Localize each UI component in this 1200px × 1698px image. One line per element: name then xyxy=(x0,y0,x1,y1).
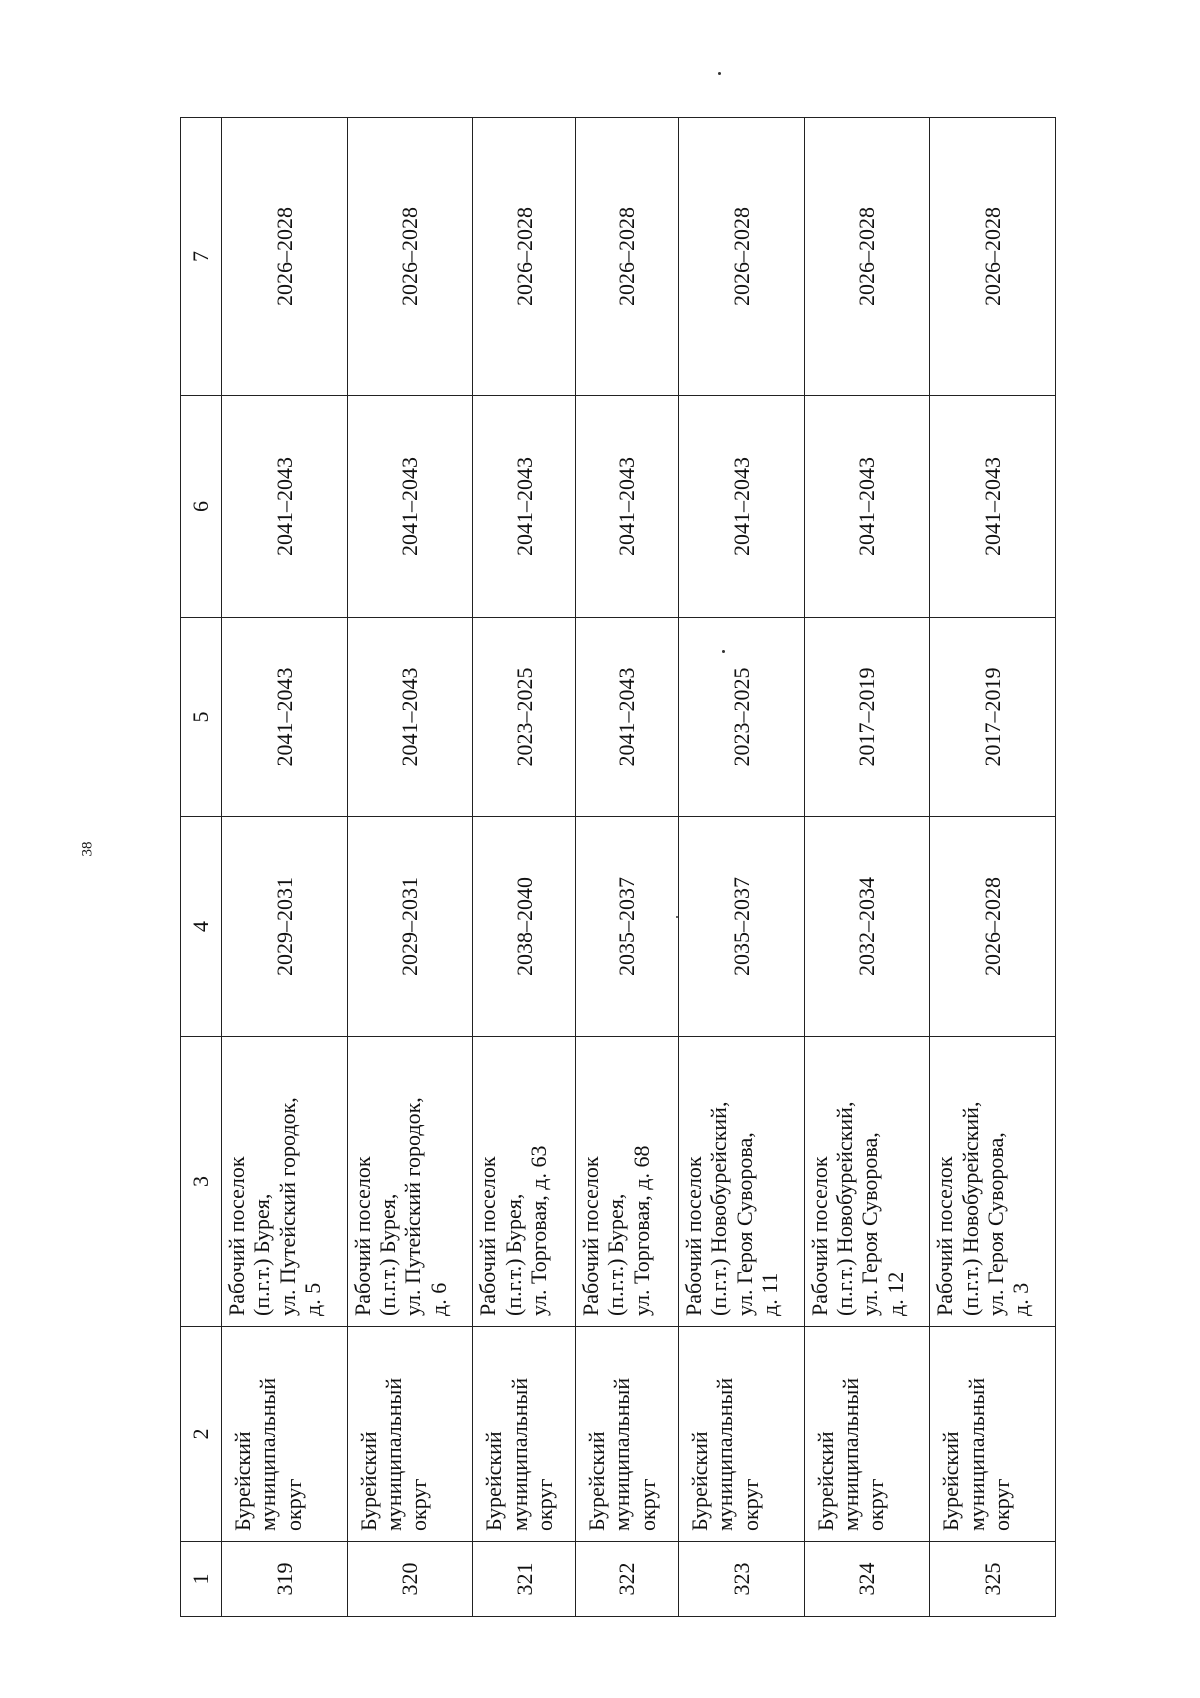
period-cell-c7: 2026–2028 xyxy=(473,118,576,396)
cell-line: (п.г.т.) Бурея, xyxy=(500,1193,526,1316)
column-header-2: 2 xyxy=(181,1327,222,1542)
period-cell-c6: 2041–2043 xyxy=(576,396,679,618)
cell-line: ул. Героя Суворова, xyxy=(731,1132,757,1316)
period-cell-c4: 2032–2034 xyxy=(804,817,930,1037)
address-cell xyxy=(576,1037,679,1327)
cell-line: Рабочий поселок xyxy=(475,1156,501,1316)
row-number-cell: 320 xyxy=(347,1542,473,1617)
period-cell-c6: 2041–2043 xyxy=(804,396,930,618)
cell-line: д. 3 xyxy=(1008,1282,1034,1316)
period-cell-c5: 2041–2043 xyxy=(347,618,473,817)
period-cell-c6: 2041–2043 xyxy=(678,396,804,618)
period-cell-c4: 2035–2037 xyxy=(678,817,804,1037)
cell-line: Бурейский xyxy=(481,1431,507,1531)
cell-line: (п.г.т.) Бурея, xyxy=(603,1193,629,1316)
address-cell xyxy=(930,1037,1056,1327)
cell-line: Бурейский xyxy=(812,1431,838,1531)
period-cell-c7: 2026–2028 xyxy=(222,118,348,396)
period-cell-c5: 2041–2043 xyxy=(222,618,348,817)
scan-speck xyxy=(718,72,721,75)
column-header-3: 3 xyxy=(181,1037,222,1327)
column-header-6: 6 xyxy=(181,396,222,618)
period-cell-c5: 2017–2019 xyxy=(930,618,1056,817)
district-cell xyxy=(576,1327,679,1542)
cell-line: муниципальный xyxy=(255,1377,281,1531)
cell-line: д. 12 xyxy=(882,1271,908,1316)
cell-line: ул. Путейский городок, xyxy=(274,1097,300,1316)
cell-line: Бурейский xyxy=(355,1431,381,1531)
period-cell-c4: 2038–2040 xyxy=(473,817,576,1037)
cell-line: муниципальный xyxy=(609,1377,635,1531)
period-cell-c4: 2035–2037 xyxy=(576,817,679,1037)
table-body xyxy=(222,118,1056,1617)
cell-line: муниципальный xyxy=(506,1377,532,1531)
period-cell-c7: 2026–2028 xyxy=(678,118,804,396)
address-cell xyxy=(222,1037,348,1327)
row-number-cell: 322 xyxy=(576,1542,679,1617)
address-cell xyxy=(347,1037,473,1327)
cell-line: муниципальный xyxy=(380,1377,406,1531)
cell-line: Рабочий поселок xyxy=(349,1156,375,1316)
cell-line: муниципальный xyxy=(712,1377,738,1531)
cell-line: округ xyxy=(531,1478,557,1531)
cell-line: Бурейский xyxy=(686,1431,712,1531)
cell-line: (п.г.т.) Бурея, xyxy=(249,1193,275,1316)
period-cell-c7: 2026–2028 xyxy=(576,118,679,396)
cell-line: Рабочий поселок xyxy=(806,1156,832,1316)
table-row xyxy=(576,118,679,1617)
cell-line: (п.г.т.) Бурея, xyxy=(374,1193,400,1316)
cell-line: Бурейский xyxy=(584,1431,610,1531)
cell-line: округ xyxy=(863,1478,889,1531)
table-row xyxy=(678,118,804,1617)
table-row xyxy=(473,118,576,1617)
page-number: 38 xyxy=(79,841,96,857)
period-cell-c7: 2026–2028 xyxy=(930,118,1056,396)
row-number-cell: 321 xyxy=(473,1542,576,1617)
cell-line: Рабочий поселок xyxy=(932,1156,958,1316)
cell-line: ул. Торговая, д. 63 xyxy=(525,1145,551,1316)
district-cell xyxy=(678,1327,804,1542)
period-cell-c4: 2029–2031 xyxy=(347,817,473,1037)
period-cell-c6: 2041–2043 xyxy=(473,396,576,618)
district-cell xyxy=(347,1327,473,1542)
period-cell-c6: 2041–2043 xyxy=(222,396,348,618)
cell-line: Бурейский xyxy=(938,1431,964,1531)
cell-line: Рабочий поселок xyxy=(224,1156,249,1316)
cell-line: округ xyxy=(634,1478,660,1531)
housing-schedule-table xyxy=(180,117,1056,1617)
cell-line: ул. Героя Суворова, xyxy=(982,1132,1008,1316)
cell-line: д. 5 xyxy=(299,1282,325,1316)
cell-line: (п.г.т.) Новобурейский, xyxy=(706,1101,732,1316)
address-cell xyxy=(804,1037,930,1327)
cell-line: муниципальный xyxy=(963,1377,989,1531)
address-cell xyxy=(678,1037,804,1327)
cell-line: Бурейский xyxy=(230,1431,255,1531)
district-cell xyxy=(222,1327,348,1542)
period-cell-c4: 2029–2031 xyxy=(222,817,348,1037)
cell-line: Рабочий поселок xyxy=(578,1156,604,1316)
table-row xyxy=(804,118,930,1617)
district-cell xyxy=(930,1327,1056,1542)
district-cell xyxy=(473,1327,576,1542)
period-cell-c5: 2023–2025 xyxy=(678,618,804,817)
cell-line: д. 6 xyxy=(425,1282,451,1316)
cell-line: округ xyxy=(406,1478,432,1531)
rotated-table-container xyxy=(180,118,1056,1617)
row-number-cell: 325 xyxy=(930,1542,1056,1617)
table-row xyxy=(222,118,348,1617)
column-header-5: 5 xyxy=(181,618,222,817)
table-header-row xyxy=(181,118,222,1617)
period-cell-c5: 2017–2019 xyxy=(804,618,930,817)
district-cell xyxy=(804,1327,930,1542)
cell-line: ул. Героя Суворова, xyxy=(857,1132,883,1316)
cell-line: ул. Торговая, д. 68 xyxy=(628,1145,654,1316)
period-cell-c6: 2041–2043 xyxy=(347,396,473,618)
period-cell-c5: 2041–2043 xyxy=(576,618,679,817)
table-row xyxy=(347,118,473,1617)
row-number-cell: 323 xyxy=(678,1542,804,1617)
column-header-7: 7 xyxy=(181,118,222,396)
period-cell-c6: 2041–2043 xyxy=(930,396,1056,618)
period-cell-c7: 2026–2028 xyxy=(347,118,473,396)
period-cell-c4: 2026–2028 xyxy=(930,817,1056,1037)
cell-line: (п.г.т.) Новобурейский, xyxy=(831,1101,857,1316)
cell-line: ул. Путейский городок, xyxy=(400,1097,426,1316)
address-cell xyxy=(473,1037,576,1327)
cell-line: д. 11 xyxy=(756,1272,782,1316)
row-number-cell: 319 xyxy=(222,1542,348,1617)
cell-line: муниципальный xyxy=(837,1377,863,1531)
period-cell-c7: 2026–2028 xyxy=(804,118,930,396)
column-header-1: 1 xyxy=(181,1542,222,1617)
column-header-4: 4 xyxy=(181,817,222,1037)
row-number-cell: 324 xyxy=(804,1542,930,1617)
cell-line: (п.г.т.) Новобурейский, xyxy=(957,1101,983,1316)
cell-line: Рабочий поселок xyxy=(680,1156,706,1316)
cell-line: округ xyxy=(988,1478,1014,1531)
cell-line: округ xyxy=(737,1478,763,1531)
table-row xyxy=(930,118,1056,1617)
cell-line: округ xyxy=(280,1478,306,1531)
period-cell-c5: 2023–2025 xyxy=(473,618,576,817)
